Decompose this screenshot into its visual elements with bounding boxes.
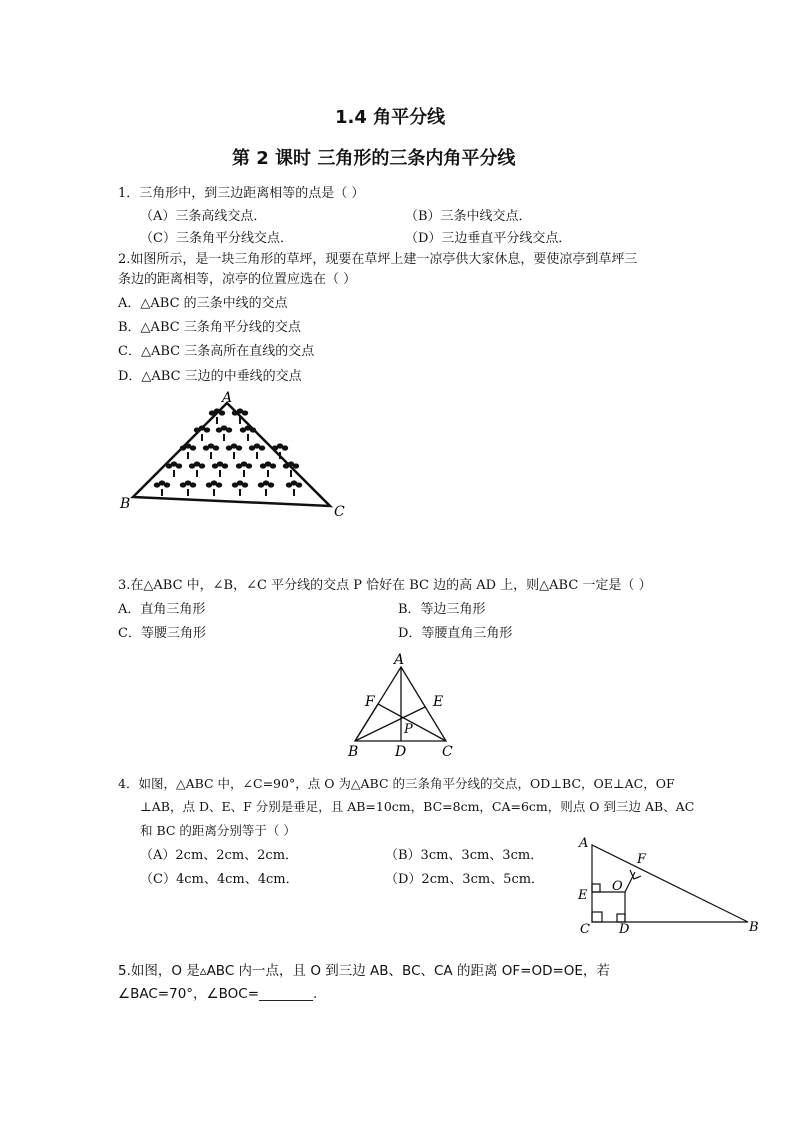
q1-option-d: （D）三边垂直平分线交点． xyxy=(405,231,572,246)
label-a: A xyxy=(394,652,405,668)
right-angle-d xyxy=(617,914,625,922)
label-c: C xyxy=(580,922,590,937)
q3-option-b: B．等边三角形 xyxy=(398,602,486,617)
q1-option-c: （C）三条角平分线交点． xyxy=(140,231,293,246)
q3-stem: 3.在△ABC 中，∠B，∠C 平分线的交点 P 恰好在 BC 边的高 AD 上，则△ABC 一定是（ ） xyxy=(118,578,652,593)
label-o: O xyxy=(612,879,623,894)
q1-option-a: （A）三条高线交点． xyxy=(140,209,267,224)
q3-option-d: D．等腰直角三角形 xyxy=(398,626,513,641)
label-a: A xyxy=(579,836,589,851)
q2-option-d: D．△ABC 三边的中垂线的交点 xyxy=(118,369,302,384)
label-c: C xyxy=(334,504,345,520)
right-angle-c xyxy=(592,912,602,922)
label-p: P xyxy=(404,722,413,737)
perp-of xyxy=(625,872,635,892)
q2-stem-line1: 2.如图所示，是一块三角形的草坪，现要在草坪上建一凉亭供大家休息，要使凉亭到草坪三 xyxy=(118,252,638,267)
q4-stem-line2: ⊥AB，点 D、E、F 分别是垂足，且 AB=10cm，BC=8cm，CA=6cm，则点 O 到三边 AB、AC xyxy=(140,799,695,814)
label-d: D xyxy=(619,922,630,937)
label-e: E xyxy=(578,888,588,903)
q4-option-c: （C）4cm、4cm、4cm． xyxy=(140,872,299,887)
q1-option-b: （B）三条中线交点． xyxy=(405,209,532,224)
label-f: F xyxy=(365,694,375,710)
q3-option-c: C．等腰三角形 xyxy=(118,626,206,641)
q2-option-b: B．△ABC 三条角平分线的交点 xyxy=(118,320,301,335)
q5-stem-line1: 5.如图，O 是▵ABC 内一点，且 O 到三边 AB、BC、CA 的距离 OF=OD=OE，若 xyxy=(118,963,610,979)
label-a: A xyxy=(222,390,233,406)
label-b: B xyxy=(120,496,131,512)
q3-option-a: A．直角三角形 xyxy=(118,602,206,617)
label-c: C xyxy=(442,744,453,760)
q4-stem-line3: 和 BC 的距离分别等于（ ） xyxy=(140,823,296,838)
q2-option-c: C．△ABC 三条高所在直线的交点 xyxy=(118,344,315,359)
label-e: E xyxy=(433,694,444,710)
q4-option-d: （D）2cm、3cm、5cm． xyxy=(385,872,545,887)
label-b: B xyxy=(348,744,359,760)
label-d: D xyxy=(395,744,407,760)
q5-stem-line2: ∠BAC=70°，∠BOC=________. xyxy=(118,986,318,1002)
label-b: B xyxy=(749,920,759,935)
q4-stem-line1: 4．如图，△ABC 中，∠C=90°，点 O 为△ABC 的三条角平分线的交点，OD⊥BC，OE⊥AC，OF xyxy=(118,776,675,791)
q4-option-a: （A）2cm、2cm、2cm． xyxy=(140,848,299,863)
right-angle-e xyxy=(592,884,600,892)
q2-option-a: A．△ABC 的三条中线的交点 xyxy=(118,296,288,311)
label-f: F xyxy=(637,852,647,867)
q2-stem-line2: 条边的距离相等，凉亭的位置应选在（ ） xyxy=(118,272,357,287)
q1-stem: 1．三角形中，到三边距离相等的点是（ ） xyxy=(118,186,365,201)
q4-option-b: （B）3cm、3cm、3cm． xyxy=(385,848,544,863)
lesson-subtitle: 第 2 课时 三角形的三条内角平分线 xyxy=(232,148,516,169)
page-title: 1.4 角平分线 xyxy=(335,107,446,128)
